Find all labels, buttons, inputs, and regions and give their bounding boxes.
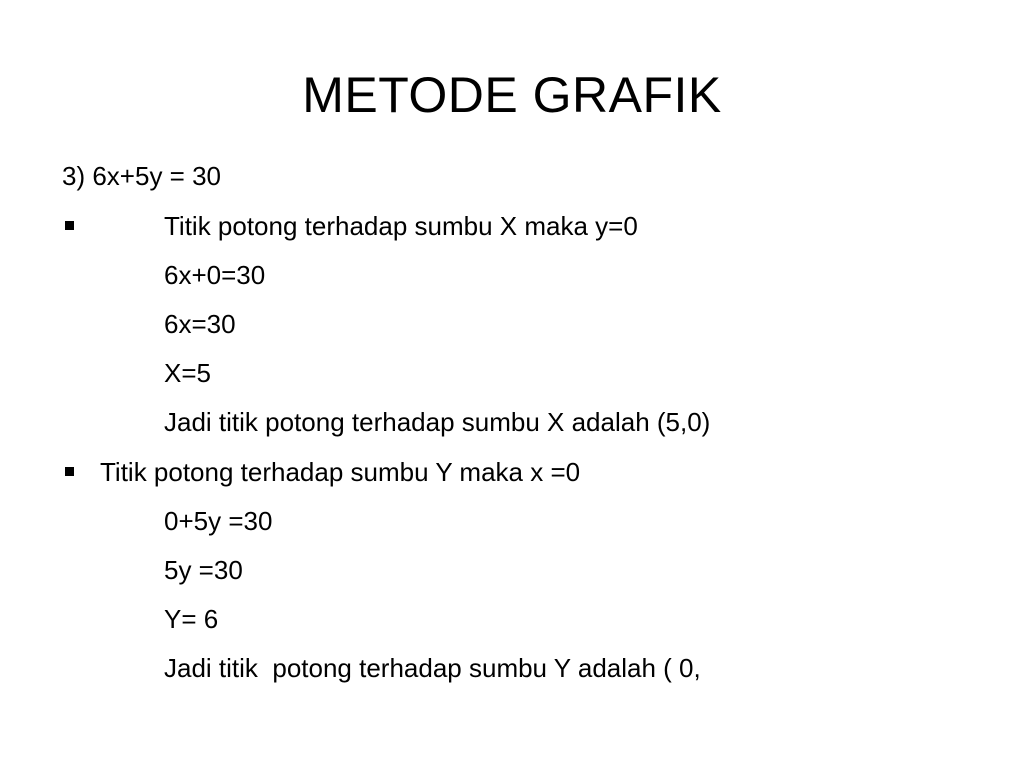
section-y-step-2: 5y =30 (164, 555, 243, 585)
section-y-conclusion: Jadi titik potong terhadap sumbu Y adalah ( 0, (164, 653, 701, 683)
section-x-heading: Titik potong terhadap sumbu X maka y=0 (164, 211, 638, 241)
equation-line: 3) 6x+5y = 30 (62, 161, 221, 191)
section-y-step-1: 0+5y =30 (164, 506, 273, 536)
section-x-conclusion: Jadi titik potong terhadap sumbu X adalah (5,0) (164, 407, 711, 437)
section-x-step-3: X=5 (164, 358, 211, 388)
section-x-step-1: 6x+0=30 (164, 260, 266, 290)
section-x-step-2: 6x=30 (164, 309, 236, 339)
section-y-step-3: Y= 6 (164, 604, 219, 634)
bullet-square-icon (65, 221, 74, 230)
bullet-square-icon (65, 467, 74, 476)
slide-title: METODE GRAFIK (302, 67, 722, 123)
section-y-heading: Titik potong terhadap sumbu Y maka x =0 (100, 457, 581, 487)
